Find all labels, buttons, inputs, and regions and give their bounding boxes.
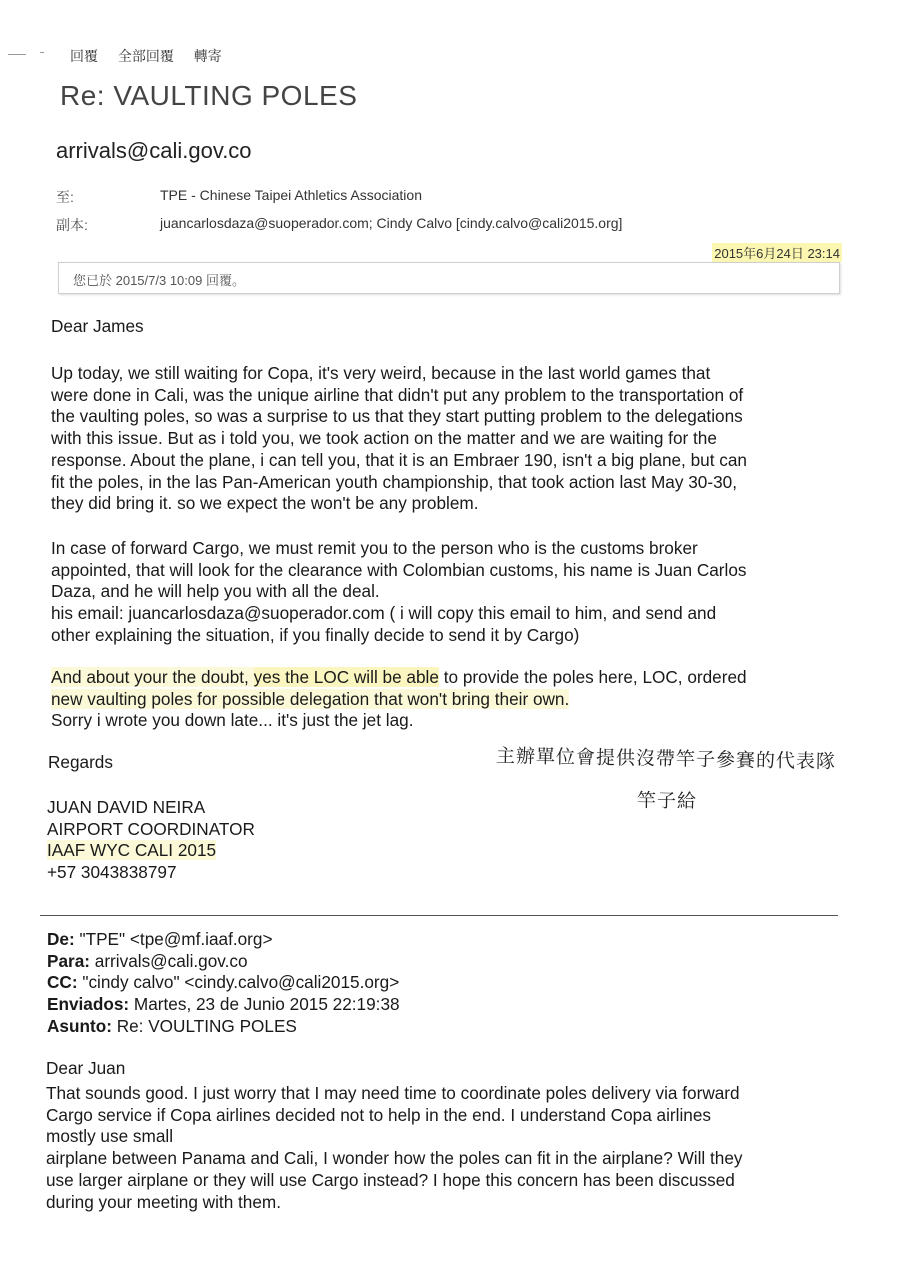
signature-title: AIRPORT COORDINATOR: [47, 818, 255, 839]
text-line: they did bring it. so we expect the won't be any problem.: [51, 493, 479, 514]
quoted-greeting: Dear Juan: [46, 1058, 126, 1078]
reply-button[interactable]: 回覆: [70, 48, 98, 64]
scan-speck: [8, 54, 26, 55]
text-line: airplane between Panama and Cali, I wonder how the poles can fit in the airplane? Will they: [46, 1148, 743, 1169]
quoted-subject: Asunto: Re: VOULTING POLES: [47, 1015, 297, 1036]
signature-phone: +57 3043838797: [47, 862, 177, 883]
forward-button[interactable]: 轉寄: [193, 48, 222, 64]
quoted-body: [46, 1083, 743, 1213]
text-line: Cargo service if Copa airlines decided not to help in the end. I understand Copa airlines: [46, 1104, 711, 1125]
scan-speck: [40, 52, 44, 53]
text-line: [51, 689, 747, 711]
regards: Regards: [48, 752, 113, 772]
replied-notice: 您已於 2015/7/3 10:09 回覆。: [73, 273, 245, 288]
text-line: response. About the plane, i can tell you, that it is an Embraer 190, isn't a big plane, but can: [51, 449, 747, 470]
text-segment: to provide the poles here, LOC, ordered: [438, 667, 747, 687]
cc-label: 副本:: [56, 217, 88, 233]
email-sender: arrivals@cali.gov.co: [56, 138, 252, 163]
greeting: Dear James: [51, 316, 144, 336]
text-line: Daza, and he will help you with all the deal.: [51, 581, 380, 602]
signature-org: IAAF WYC CALI 2015: [47, 840, 217, 861]
quoted-from: De: "TPE" <tpe@mf.iaaf.org>: [47, 929, 273, 949]
quote-divider: [40, 915, 838, 916]
to-value: TPE - Chinese Taipei Athletics Association: [160, 187, 422, 203]
text-line: other explaining the situation, if you finally decide to send it by Cargo): [51, 624, 580, 645]
text-line: mostly use small: [46, 1126, 174, 1147]
replied-notice-box: [58, 262, 840, 294]
text-line: In case of forward Cargo, we must remit you to the person who is the customs broker: [51, 538, 698, 558]
highlighted-text: new vaulting poles for possible delegation that won't bring their own.: [51, 688, 570, 709]
quoted-cc: CC: "cindy calvo" <cindy.calvo@cali2015.org>: [47, 972, 400, 993]
text-line: Up today, we still waiting for Copa, it's very weird, because in the last world games that: [51, 363, 711, 383]
highlighted-text: yes the LOC will be able: [253, 667, 439, 687]
quoted-sent: Enviados: Martes, 23 de Junio 2015 22:19:38: [47, 994, 400, 1015]
text-line: fit the poles, in the las Pan-American youth championship, that took action last May 30-30,: [51, 471, 737, 492]
email-toolbar: [70, 46, 238, 66]
text-line: Sorry i wrote you down late... it's just the jet lag.: [51, 710, 414, 731]
signature: [47, 797, 255, 884]
to-label: 至:: [56, 189, 74, 205]
signature-name: JUAN DAVID NEIRA: [47, 797, 206, 817]
email-subject: Re: VAULTING POLES: [60, 80, 358, 111]
quoted-to: Para: arrivals@cali.gov.co: [47, 950, 248, 971]
text-line: were done in Cali, was the unique airline that didn't put any problem to the transportation of: [51, 384, 744, 405]
quoted-header: [47, 929, 400, 1038]
reply-all-button[interactable]: 全部回覆: [117, 48, 174, 64]
handwritten-note-line2: 竿子給: [636, 789, 698, 813]
text-line: during your meeting with them.: [46, 1191, 282, 1212]
handwritten-note: 主辦單位會提供沒帶竿子參賽的代表隊: [495, 745, 837, 773]
paragraph-2: [51, 538, 746, 647]
text-line: [51, 667, 747, 689]
text-line: appointed, that will look for the clearance with Colombian customs, his name is Juan Carlos: [51, 559, 747, 580]
paragraph-3: [51, 667, 747, 732]
email-date: 2015年6月24日 23:14: [712, 243, 842, 262]
text-line: his email: juancarlosdaza@suoperador.com ( i will copy this email to him, and send and: [51, 603, 717, 624]
text-line: with this issue. But as i told you, we took action on the matter and we are waiting for the: [51, 428, 717, 449]
cc-value: juancarlosdaza@suoperador.com; Cindy Calvo [cindy.calvo@cali2015.org]: [160, 215, 623, 231]
paragraph-1: [51, 363, 747, 515]
text-segment: And about your the doubt,: [51, 667, 254, 687]
text-line: use larger airplane or they will use Cargo instead? I hope this concern has been discussed: [46, 1169, 735, 1190]
text-line: That sounds good. I just worry that I may need time to coordinate poles delivery via forward: [46, 1083, 740, 1103]
text-line: the vaulting poles, so was a surprise to us that they start putting problem to the delegations: [51, 406, 743, 427]
